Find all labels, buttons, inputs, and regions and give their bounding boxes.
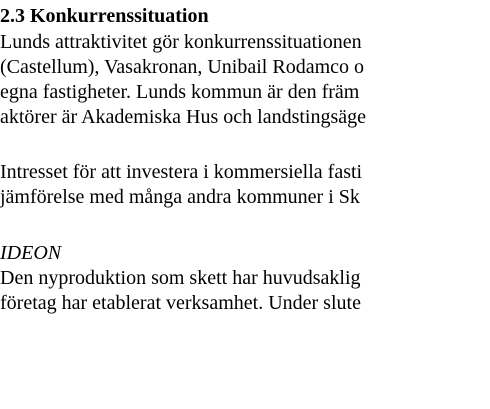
paragraph3-line-1: Den nyproduktion som skett har huvudsaklig <box>0 267 361 289</box>
paragraph3-line-2: företag har etablerat verksamhet. Under slute <box>0 292 361 314</box>
paragraph1-line-3: egna fastigheter. Lunds kommun är den främ <box>0 81 360 103</box>
section-heading: 2.3 Konkurrenssituation <box>0 5 209 27</box>
subheading-ideon: IDEON <box>0 242 62 264</box>
paragraph1-line-2: (Castellum), Vasakronan, Unibail Rodamco o <box>0 56 365 78</box>
paragraph2-line-1: Intresset för att investera i kommersiella fasti <box>0 161 363 183</box>
paragraph2-line-2: jämförelse med många andra kommuner i Sk <box>0 186 360 208</box>
paragraph1-line-1: Lunds attraktivitet gör konkurrenssituationen <box>0 31 362 53</box>
paragraph1-line-4: aktörer är Akademiska Hus och landstingsäge <box>0 106 367 128</box>
